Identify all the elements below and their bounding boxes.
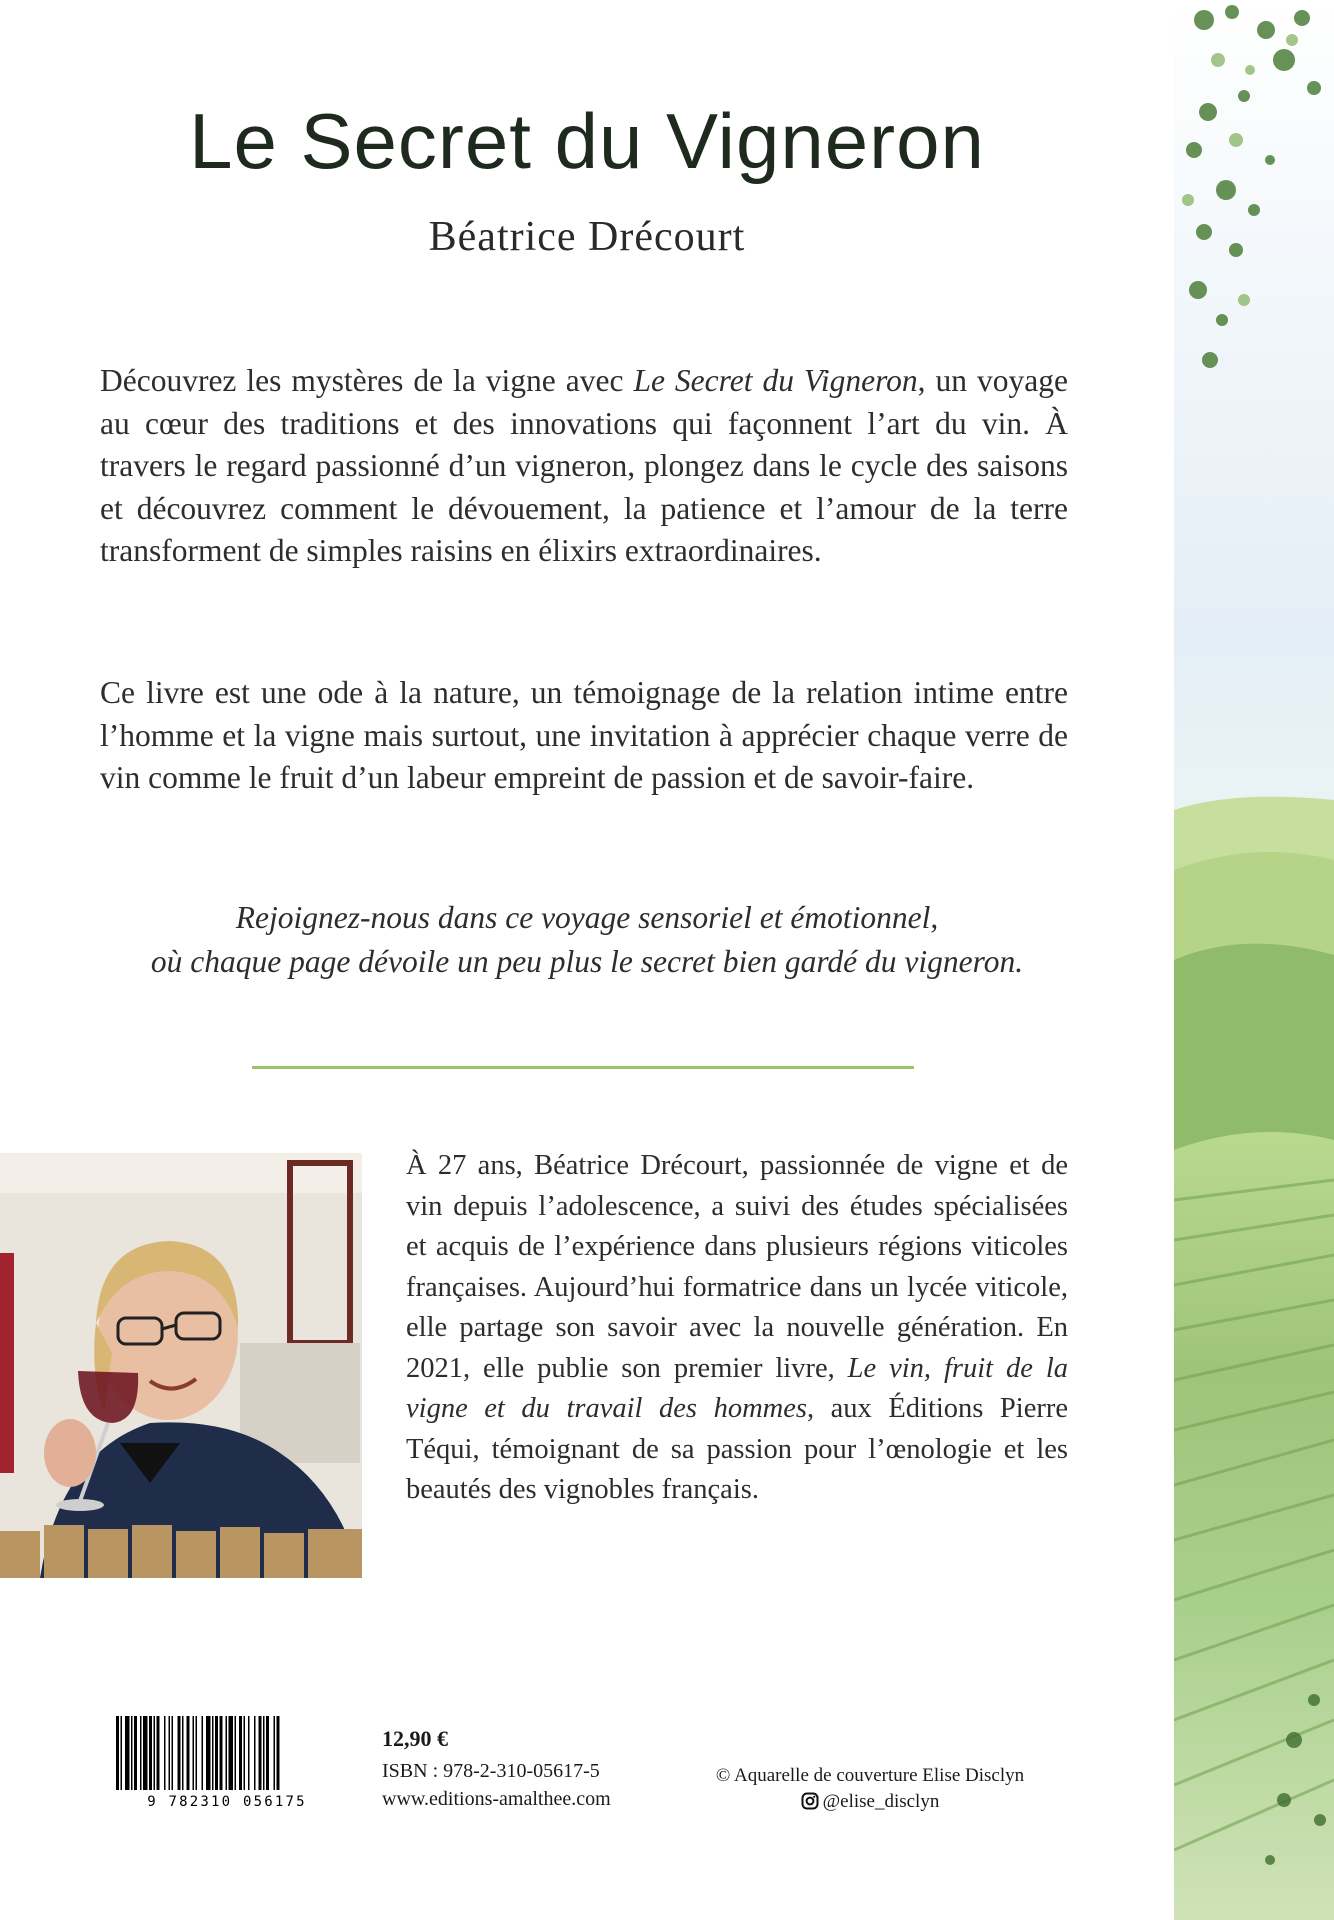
barcode-bar: [131, 1716, 133, 1790]
barcode-digits: 9 782310 056175: [147, 1794, 307, 1808]
book-title: Le Secret du Vigneron: [189, 97, 985, 185]
barcode-bar: [254, 1716, 256, 1790]
barcode-bar: [154, 1716, 156, 1790]
barcode-bar: [182, 1716, 184, 1790]
barcode-bar: [266, 1716, 269, 1790]
barcode-bar: [172, 1716, 174, 1790]
barcode-bar: [277, 1716, 280, 1790]
barcode-bar: [206, 1716, 211, 1790]
blurb-paragraph-1: [100, 360, 1068, 573]
barcode-bar: [202, 1716, 204, 1790]
barcode-bar: [143, 1716, 148, 1790]
publisher-website[interactable]: www.editions-amalthee.com: [382, 1788, 611, 1810]
barcode-bar: [235, 1716, 237, 1790]
barcode-bar: [164, 1716, 166, 1790]
barcode-bar: [226, 1716, 228, 1790]
watercolor-illustration: [1174, 0, 1334, 1920]
barcode-bar: [259, 1716, 262, 1790]
quote-line: Rejoignez-nous dans ce voyage sensoriel et émotionnel,: [235, 900, 939, 935]
barcode-bar: [134, 1716, 137, 1790]
author-bio: [406, 1146, 1068, 1511]
blurb-quote: [0, 896, 1174, 984]
barcode-bar: [125, 1716, 130, 1790]
barcode: [104, 1716, 350, 1808]
bio-book-title: Le vin, fruit de la vigne et du travail des hommes: [406, 1352, 1068, 1424]
instagram-text: @elise_disclyn: [822, 1791, 940, 1812]
bio-text: , aux Éditions Pierre Téqui, témoignant de sa passion pour l’œnologie et les beautés des vignobles français.: [406, 1393, 1068, 1505]
barcode-bar: [178, 1716, 181, 1790]
barcode-bar: [157, 1716, 160, 1790]
price: 12,90 €: [382, 1726, 448, 1751]
instagram-handle[interactable]: [660, 1791, 1080, 1813]
isbn: ISBN : 978-2-310-05617-5: [382, 1760, 600, 1782]
barcode-bar: [149, 1716, 152, 1790]
blurb-text: Découvrez les mystères de la vigne avec: [100, 363, 634, 398]
barcode-bar: [212, 1716, 214, 1790]
blurb-paragraph-2: Ce livre est une ode à la nature, un témoignage de la relation intime entre l’homme et la vigne mais surtout, une invitation à apprécier chaque verre de vin comme le fruit d’un labeur empreint de passion et de savoir-faire.: [100, 675, 1068, 795]
barcode-bar: [274, 1716, 276, 1790]
barcode-bar: [215, 1716, 218, 1790]
barcode-bar: [169, 1716, 171, 1790]
barcode-bar: [239, 1716, 242, 1790]
barcode-bar: [193, 1716, 195, 1790]
barcode-bar: [263, 1716, 265, 1790]
blurb-book-title: Le Secret du Vigneron: [633, 363, 918, 398]
author-photo: [0, 1153, 362, 1578]
barcode-bar: [220, 1716, 223, 1790]
barcode-bar: [244, 1716, 246, 1790]
divider: [252, 1066, 914, 1069]
barcode-bar: [121, 1716, 123, 1790]
instagram-icon: [801, 1792, 819, 1810]
barcode-bar: [140, 1716, 142, 1790]
bio-text: À 27 ans, Béatrice Drécourt, passionnée de vigne et de vin depuis l’adolescence, a suivi des études spécialisées et acquis de l’expérience dans plusieurs régions viticoles françaises. Aujourd’hui formatrice dans un lycée viticole, elle partage son savoir avec la nouvelle génération. En 2021, elle publie son premier livre,: [406, 1150, 1068, 1384]
quote-line: où chaque page dévoile un peu plus le secret bien gardé du vigneron.: [150, 944, 1024, 979]
cover-credit: © Aquarelle de couverture Elise Disclyn: [715, 1765, 1025, 1786]
barcode-bar: [196, 1716, 198, 1790]
barcode-bar: [187, 1716, 190, 1790]
barcode-bar: [229, 1716, 234, 1790]
barcode-bar: [248, 1716, 250, 1790]
blurb-text: , un voyage au cœur des traditions et des innovations qui façonnent l’art du vin. À travers le regard passionné d’un vigneron, plongez dans le cycle des saisons et découvrez comment le dévouement, la patience et l’amour de la terre transforment de simples raisins en élixirs extraordinaires.: [100, 363, 1068, 568]
barcode-bar: [116, 1716, 119, 1790]
author-name: Béatrice Drécourt: [428, 214, 746, 260]
